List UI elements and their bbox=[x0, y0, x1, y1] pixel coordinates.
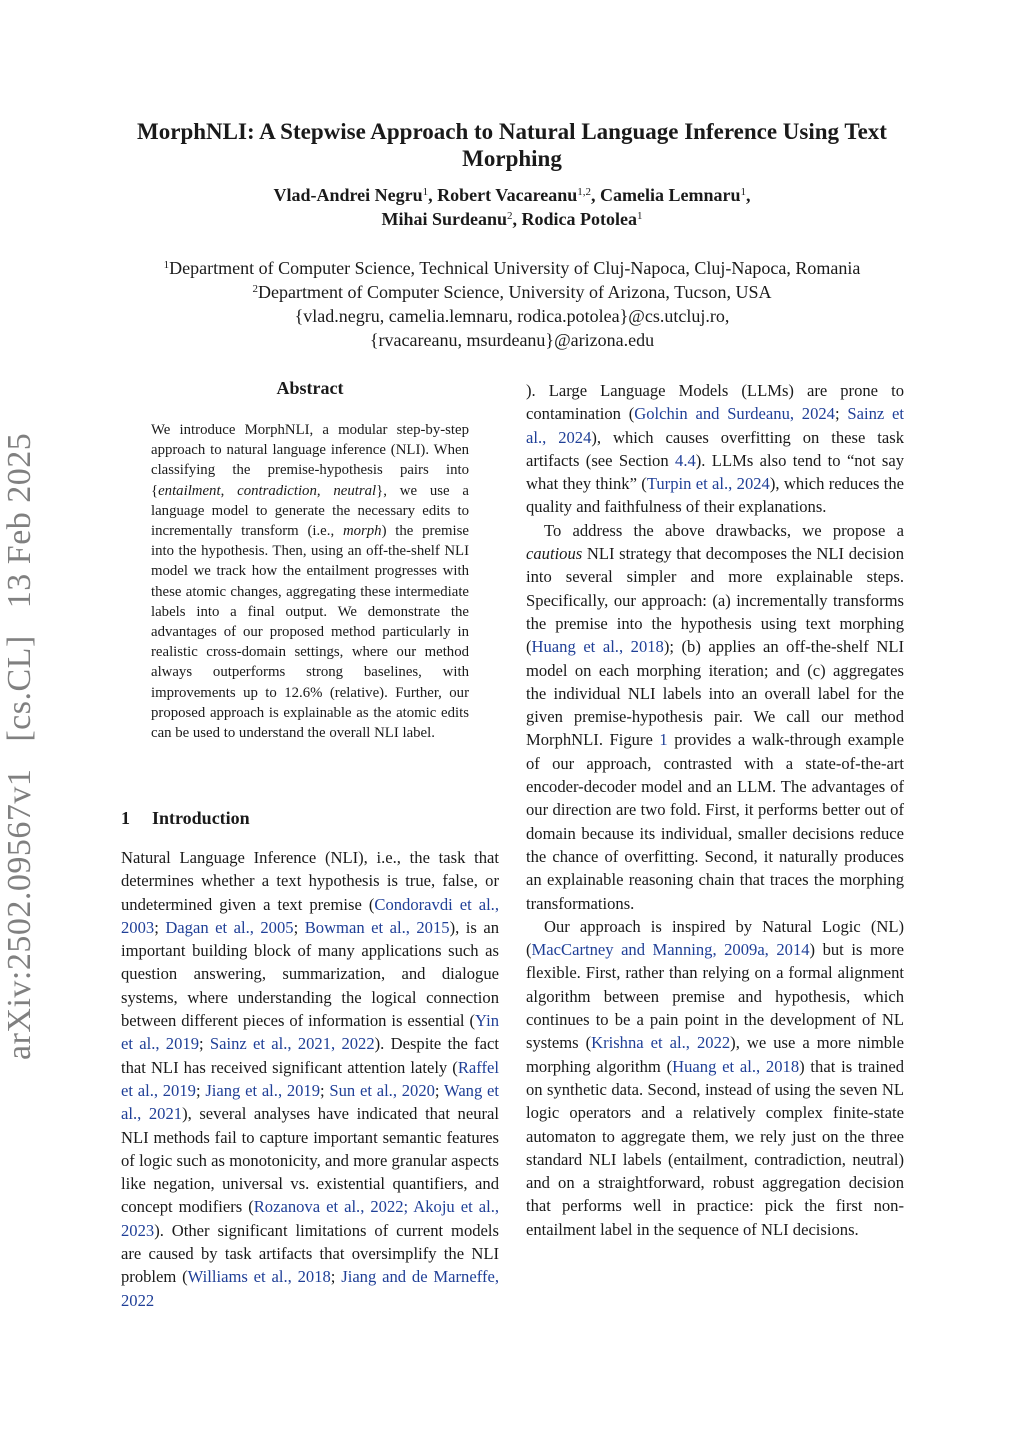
author-name: Rodica Potolea bbox=[521, 209, 638, 229]
citation-link[interactable]: Wang et al., 2021 bbox=[121, 1080, 500, 1124]
author-name: Vlad-Andrei Negru bbox=[273, 185, 423, 205]
author-list-line-1: Vlad-Andrei Negru$^1$, Robert Vacareanu$^{1,2}$, Camelia Lemnaru$^1$, bbox=[273, 185, 751, 205]
citation-link[interactable]: Turpin et al., 2024 bbox=[646, 474, 770, 494]
body-column-left bbox=[121, 846, 499, 1312]
affiliation: $^2$Department of Computer Science, University of Arizona, Tucson, USA bbox=[252, 282, 772, 302]
paper-title: MorphNLI: A Stepwise Approach to Natural Language Inference Using Text Morphing bbox=[137, 119, 887, 171]
section-heading: 1 Introduction bbox=[121, 808, 250, 828]
author-emails: {rvacareanu, msurdeanu}@arizona.edu bbox=[369, 330, 655, 350]
citation-link[interactable]: Huang et al., 2018 bbox=[672, 1056, 800, 1076]
paragraph: Our approach is inspired by Natural Logic (NL) (MacCartney and Manning, 2009a, 2014) but is more flexible. First, rather than relying on a formal alignment algorithm between premise and hypothesis, which continues to be a pain point in the development of NL systems (Krishna et al., 2022), we use a more nimble morphing algorithm (Huang et al., 2018) that is trained on synthetic data. Second, instead of using the seven NL logic operators and a relatively complex finite-state automaton to aggregate them, we rely just on the three standard NLI labels (entailment, contradiction, neutral) and on a straightforward, robust aggregation decision that performs well in practice: pick the first non-entailment label in the sequence of NLI decisions. bbox=[526, 916, 904, 1239]
affiliation: $^1$Department of Computer Science, Technical University of Cluj-Napoca, Cluj-Napoca, Romania bbox=[163, 258, 861, 278]
citation-link[interactable]: Raffel et al., 2019 bbox=[121, 1057, 499, 1100]
author-name: Mihai Surdeanu bbox=[381, 209, 508, 229]
citation-link[interactable]: Bowman et al., 2015 bbox=[304, 917, 450, 937]
citation-link[interactable]: Dagan et al., 2005 bbox=[165, 917, 294, 937]
paragraph: To address the above drawbacks, we propose a cautious NLI strategy that decomposes the NLI decision into several simpler and more explainable steps. Specifically, our approach: (a) incrementally transforms the premise into the hypothesis using text morphing (Huang et al., 2018); (b) applies an off-the-shelf NLI model on each morphing iteration; and (c) aggregates the individual NLI labels into an overall label for the given premise-hypothesis pair. We call our method MorphNLI. Figure 1 provides a walk-through example of our approach, contrasted with a state-of-the-art encoder-decoder model and an LLM. The advantages of our direction are two fold. First, it performs better out of domain because its individual, smaller decisions reduce the chance of overfitting. Second, it naturally produces an explainable reasoning chain that traces the morphing transformations. bbox=[526, 520, 904, 913]
citation-link[interactable]: Yin et al., 2019 bbox=[121, 1011, 499, 1054]
paragraph: Natural Language Inference (NLI), i.e., the task that determines whether a text hypothesis is true, false, or undetermined given a text premise (Condoravdi et al., 2003; Dagan et al., 2005; Bowman et al., 2015), is an important building block of many applications such as question answering, summarization, and dialogue systems, where understanding the logical connection between different pieces of information is essential (Yin et al., 2019; Sainz et al., 2021, 2022). Despite the fact that NLI has received significant attention lately (Raffel et al., 2019; Jiang et al., 2019; Sun et al., 2020; Wang et al., 2021), several analyses have indicated that neural NLI methods fail to capture important semantic features of logic such as monotonicity, and more granular aspects like negation, universal vs. existential quantifiers, and concept modifiers (Rozanova et al., 2022; Akoju et al., 2023). Other significant limitations of current models are caused by task artifacts that oversimplify the NLI problem (Williams et al., 2018; Jiang and de Marneffe, 2022 bbox=[121, 848, 500, 1310]
author-name: Camelia Lemnaru bbox=[600, 185, 741, 205]
figure-reference-link[interactable]: 1 bbox=[659, 730, 668, 750]
abstract-heading: Abstract bbox=[276, 378, 344, 398]
citation-link[interactable]: Sainz et al., 2021, 2022 bbox=[209, 1034, 375, 1054]
abstract-text: We introduce MorphNLI, a modular step-by-step approach to natural language inference (NLI). When classifying the premise-hypothesis pairs into {entailment, contradiction, neutral}, we use a language model to generate the necessary edits to incrementally transform (i.e., morph) the premise into the hypothesis. Then, using an off-the-shelf NLI model we track how the entailment progresses with these atomic changes, aggregating these intermediate labels into a final output. We demonstrate the advantages of our proposed method particularly in realistic cross-domain settings, where our method always outperforms strong baselines, with improvements up to 12.6% (relative). Further, our proposed approach is explainable as the atomic edits can be used to understand the overall NLI label. bbox=[151, 422, 470, 742]
author-list-line-2: Mihai Surdeanu$^2$, Rodica Potolea$^1$ bbox=[381, 209, 643, 229]
citation-link[interactable]: Condoravdi et al., 2003 bbox=[121, 894, 499, 937]
section-reference-link[interactable]: 4.4 bbox=[675, 450, 696, 470]
arxiv-identifier: arXiv:2502.09567v1 [cs.CL] 13 Feb 2025 bbox=[1, 432, 38, 1060]
author-emails: {vlad.negru, camelia.lemnaru, rodica.potolea}@cs.utcluj.ro, bbox=[294, 306, 730, 326]
citation-link[interactable]: MacCartney and Manning, 2009a, 2014 bbox=[531, 940, 810, 960]
body-column-right bbox=[526, 379, 904, 1241]
citation-link[interactable]: Jiang and de Marneffe, 2022 bbox=[121, 1267, 499, 1310]
citation-link[interactable]: Williams et al., 2018 bbox=[187, 1267, 331, 1287]
citation-link[interactable]: Sainz et al., 2024 bbox=[526, 404, 904, 447]
citation-link[interactable]: Jiang et al., 2019 bbox=[205, 1080, 321, 1100]
paragraph: ). Large Language Models (LLMs) are prone to contamination (Golchin and Surdeanu, 2024; Sainz et al., 2024), which causes overfitting on these task artifacts (see Section 4.4). LLMs also tend to “not say what they think” (Turpin et al., 2024), which reduces the quality and faithfulness of their explanations. bbox=[526, 381, 905, 517]
citation-link[interactable]: Golchin and Surdeanu, 2024 bbox=[634, 404, 835, 424]
citation-link[interactable]: Krishna et al., 2022 bbox=[591, 1033, 731, 1053]
citation-link[interactable]: Sun et al., 2020 bbox=[329, 1080, 435, 1100]
author-name: Robert Vacareanu bbox=[437, 185, 578, 205]
citation-link[interactable]: Rozanova et al., 2022; Akoju et al., 2023 bbox=[121, 1197, 499, 1240]
citation-link[interactable]: Huang et al., 2018 bbox=[531, 637, 664, 657]
